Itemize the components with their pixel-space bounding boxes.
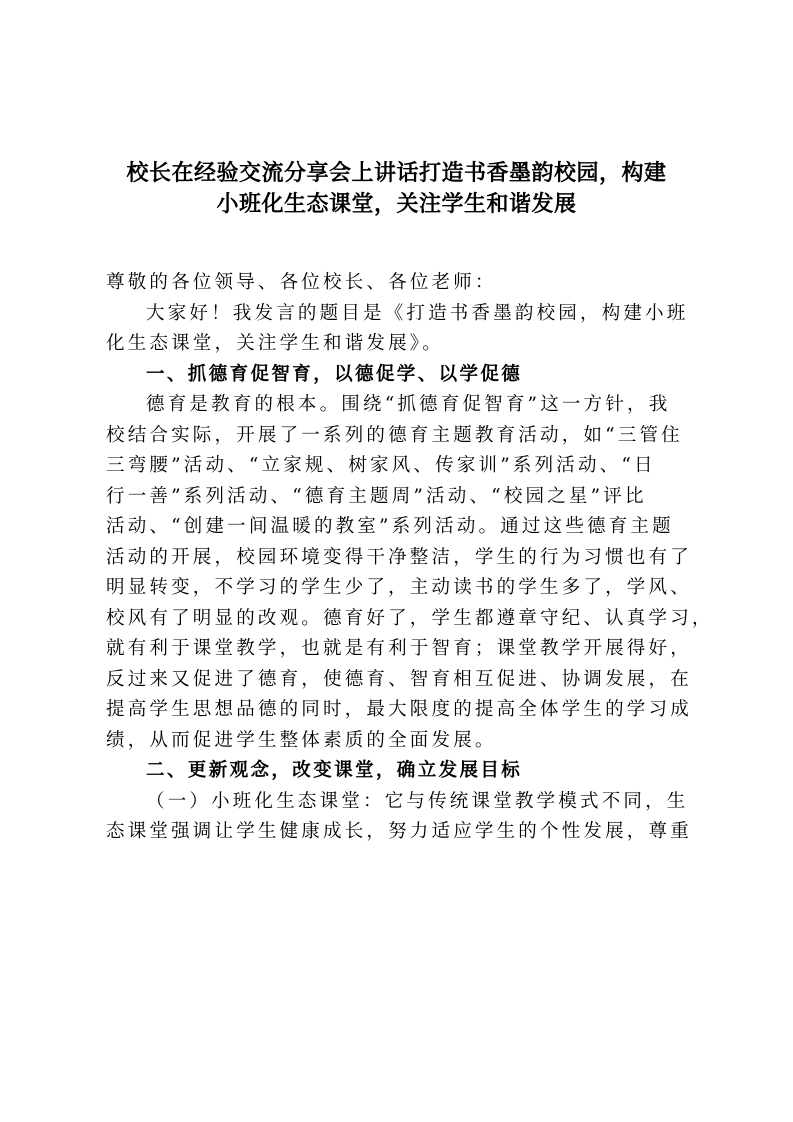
paragraph-line: 活动的开展，校园环境变得干净整洁，学生的行为习惯也有了 [106, 546, 692, 568]
section-1-heading: 一、抓德育促智育，以德促学、以学促德 [146, 363, 523, 385]
paragraph-line: 态课堂强调让学生健康成长，努力适应学生的个性发展，尊重 [106, 821, 692, 842]
section-1-paragraph [106, 390, 714, 756]
paragraph-line: 明显转变，不学习的学生少了，主动读书的学生多了，学风、 [106, 577, 692, 598]
paragraph-line: 活动、“创建一间温暖的教室”系列活动。通过这些德育主题 [106, 516, 674, 537]
paragraph-line: 化生态课堂，关注学生和谐发展》。 [106, 333, 444, 354]
paragraph-line: 三弯腰”活动、“立家规、树家风、传家训”系列活动、“日 [106, 455, 656, 476]
salutation: 尊敬的各位领导、各位校长、各位老师： [106, 272, 497, 293]
document-body [106, 268, 714, 848]
paragraph-line: 大家好！我发言的题目是《打造书香墨韵校园，构建小班 [146, 302, 689, 324]
section-2-paragraph [106, 787, 690, 848]
document-title [100, 156, 693, 217]
title-line-2: 小班化生态课堂，关注学生和谐发展 [216, 191, 577, 217]
title-line-1: 校长在经验交流分享会上讲话打造书香墨韵校园，构建 [126, 161, 667, 186]
paragraph-line: 校风有了明显的改观。德育好了，学生都遵章守纪、认真学习， [106, 607, 714, 629]
intro-paragraph [106, 299, 690, 360]
paragraph-line: 就有利于课堂教学，也就是有利于智育；课堂教学开展得好， [106, 638, 692, 659]
section-2-heading: 二、更新观念，改变课堂，确立发展目标 [146, 760, 523, 781]
paragraph-line: 反过来又促进了德育，使德育、智育相互促进、协调发展，在 [106, 668, 692, 690]
paragraph-line: 提高学生思想品德的同时，最大限度的提高全体学生的学习成 [106, 699, 692, 720]
paragraph-line: 行一善”系列活动、“德育主题周”活动、“校园之星”评比 [106, 485, 647, 507]
paragraph-line: 绩，从而促进学生整体素质的全面发展。 [106, 729, 497, 751]
paragraph-line: 德育是教育的根本。围绕“抓德育促智育”这一方针，我 [146, 394, 671, 415]
paragraph-line: （一）小班化生态课堂：它与传统课堂教学模式不同，生 [146, 790, 689, 812]
paragraph-line: 校结合实际，开展了一系列的德育主题教育活动，如“三管住 [106, 424, 683, 446]
